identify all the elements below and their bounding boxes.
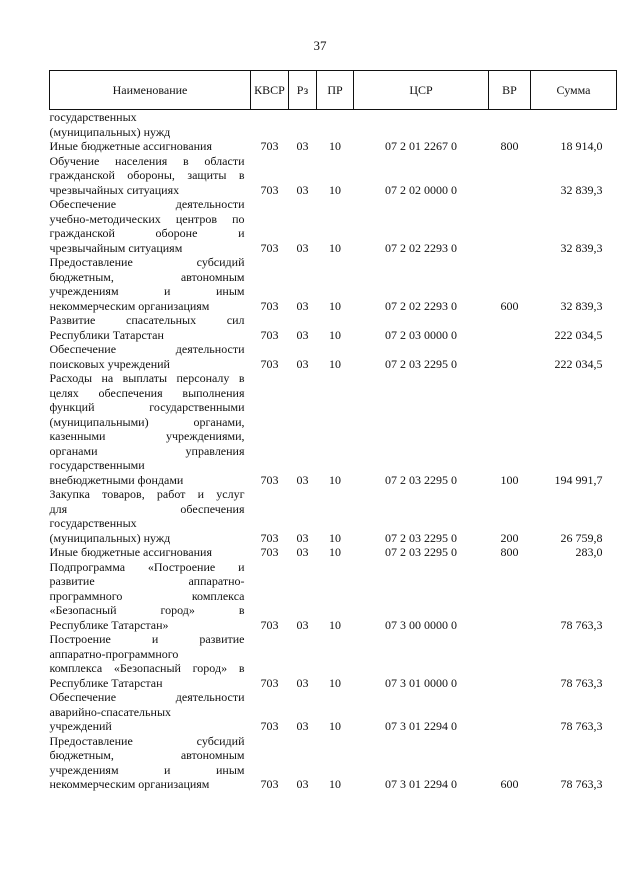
row-name-line: учебно-методических центров по bbox=[49, 211, 245, 226]
header-pr: ПР bbox=[317, 71, 354, 110]
row-rz: 03 bbox=[296, 617, 309, 632]
row-name-line: казенными учреждениями, bbox=[49, 429, 245, 443]
row-kvsr: 703 bbox=[260, 545, 279, 559]
row-vr bbox=[489, 560, 531, 633]
row-sum: 26 759,8 bbox=[560, 530, 603, 545]
row-name bbox=[50, 197, 251, 255]
row-vr bbox=[489, 154, 531, 198]
budget-table bbox=[49, 70, 617, 792]
row-name-line: Иные бюджетные ассигнования bbox=[49, 139, 212, 153]
row-kvsr: 703 bbox=[260, 327, 279, 342]
row-name-line: (муниципальных) нужд bbox=[49, 124, 171, 139]
row-sum bbox=[531, 110, 617, 140]
row-csr: 07 2 02 0000 0 bbox=[385, 182, 457, 197]
row-name-line: поисковых учреждений bbox=[49, 356, 170, 371]
row-name-line: органами управления bbox=[49, 443, 245, 458]
header-kvsr: КВСР bbox=[251, 71, 289, 110]
row-pr: 10 bbox=[329, 356, 341, 371]
row-name-line: некоммерческим организациям bbox=[49, 777, 210, 791]
row-kvsr: 703 bbox=[260, 139, 279, 153]
row-kvsr: 703 bbox=[260, 719, 279, 733]
row-pr: 10 bbox=[329, 530, 341, 545]
table-row bbox=[50, 110, 617, 140]
row-vr: 800 bbox=[500, 545, 519, 559]
row-csr: 07 2 03 2295 0 bbox=[385, 530, 457, 545]
header-sum: Сумма bbox=[531, 71, 617, 110]
row-name bbox=[50, 139, 251, 154]
row-kvsr: 703 bbox=[260, 675, 279, 690]
row-pr: 10 bbox=[329, 182, 341, 197]
table-row bbox=[50, 255, 617, 313]
row-rz: 03 bbox=[296, 675, 309, 690]
row-vr: 800 bbox=[500, 139, 519, 153]
header-rz: Рз bbox=[289, 71, 317, 110]
row-rz: 03 bbox=[296, 530, 309, 545]
table-row bbox=[50, 632, 617, 690]
table-row bbox=[50, 139, 617, 154]
row-csr: 07 2 03 2295 0 bbox=[385, 356, 457, 371]
row-rz: 03 bbox=[296, 472, 309, 487]
row-sum: 78 763,3 bbox=[560, 675, 603, 690]
row-pr: 10 bbox=[329, 617, 341, 632]
row-vr bbox=[489, 110, 531, 140]
row-kvsr: 703 bbox=[260, 617, 279, 632]
row-name-line: для обеспечения bbox=[49, 501, 245, 516]
row-pr: 10 bbox=[329, 545, 341, 559]
row-name-line: учреждений bbox=[49, 719, 112, 733]
row-sum: 18 914,0 bbox=[560, 139, 603, 153]
row-name-line: учреждениям и иным bbox=[49, 762, 245, 777]
row-sum: 283,0 bbox=[575, 545, 603, 559]
row-name-line: бюджетным, автономным bbox=[49, 269, 245, 284]
row-vr bbox=[489, 632, 531, 690]
row-vr: 600 bbox=[500, 777, 519, 791]
row-name-line: (муниципальных) нужд bbox=[49, 530, 171, 545]
row-name-line: аппаратно-программного bbox=[49, 646, 179, 661]
row-name bbox=[50, 154, 251, 198]
row-name-line: бюджетным, автономным bbox=[49, 748, 245, 762]
row-kvsr: 703 bbox=[260, 356, 279, 371]
table-row bbox=[50, 313, 617, 342]
row-name-line: «Безопасный город» в bbox=[49, 603, 245, 617]
row-name bbox=[50, 632, 251, 690]
row-kvsr: 703 bbox=[260, 240, 279, 255]
row-name-line: целях обеспечения выполнения bbox=[49, 385, 245, 400]
row-sum: 32 839,3 bbox=[560, 240, 603, 255]
row-sum: 194 991,7 bbox=[554, 472, 603, 487]
row-name-line: государственными bbox=[49, 458, 145, 472]
table-row bbox=[50, 560, 617, 633]
row-csr: 07 3 00 0000 0 bbox=[385, 617, 457, 632]
row-name bbox=[50, 342, 251, 371]
row-kvsr bbox=[251, 110, 289, 140]
row-kvsr: 703 bbox=[260, 182, 279, 197]
table-row bbox=[50, 545, 617, 560]
table-row bbox=[50, 690, 617, 734]
row-name-line: Обеспечение деятельности bbox=[49, 342, 245, 356]
row-pr: 10 bbox=[329, 472, 341, 487]
row-pr: 10 bbox=[329, 298, 341, 313]
row-name-line: Расходы на выплаты персоналу в bbox=[49, 371, 245, 385]
row-rz: 03 bbox=[296, 182, 309, 197]
row-name-line: государственных bbox=[49, 516, 137, 530]
row-name-line: Республики Татарстан bbox=[49, 327, 164, 342]
row-name-line: функций государственными bbox=[49, 400, 245, 414]
row-sum: 32 839,3 bbox=[560, 298, 603, 313]
row-name bbox=[50, 560, 251, 633]
row-pr: 10 bbox=[329, 777, 341, 791]
row-csr bbox=[354, 110, 489, 140]
row-rz: 03 bbox=[296, 545, 309, 559]
header-name: Наименование bbox=[50, 71, 251, 110]
row-rz: 03 bbox=[296, 777, 309, 791]
row-name-line: Республике Татарстан bbox=[49, 675, 163, 690]
row-sum: 78 763,3 bbox=[560, 777, 603, 791]
row-name-line: Подпрограмма «Построение и bbox=[49, 559, 245, 574]
row-name-line: государственных bbox=[49, 110, 137, 124]
row-name-line: некоммерческим организациям bbox=[49, 298, 210, 313]
row-kvsr: 703 bbox=[260, 298, 279, 313]
row-vr bbox=[489, 313, 531, 342]
row-csr: 07 2 02 2293 0 bbox=[385, 298, 457, 313]
row-name-line: Предоставление субсидий bbox=[49, 255, 245, 269]
row-csr: 07 2 03 0000 0 bbox=[385, 327, 457, 342]
table-row bbox=[50, 487, 617, 545]
row-vr: 600 bbox=[500, 298, 519, 313]
row-rz bbox=[289, 110, 317, 140]
table-header-row bbox=[50, 71, 617, 110]
row-name-line: (муниципальными) органами, bbox=[49, 414, 245, 429]
row-vr bbox=[489, 197, 531, 255]
row-sum: 222 034,5 bbox=[554, 356, 603, 371]
row-name bbox=[50, 734, 251, 792]
row-csr: 07 2 03 2295 0 bbox=[385, 472, 457, 487]
row-rz: 03 bbox=[296, 139, 309, 153]
row-pr: 10 bbox=[329, 675, 341, 690]
row-rz: 03 bbox=[296, 327, 309, 342]
row-name-line: Построение и развитие bbox=[49, 632, 245, 646]
row-name-line: Иные бюджетные ассигнования bbox=[49, 545, 212, 559]
row-kvsr: 703 bbox=[260, 777, 279, 791]
row-vr: 100 bbox=[500, 472, 519, 487]
row-name-line: Обеспечение деятельности bbox=[49, 690, 245, 704]
page-number: 37 bbox=[313, 38, 327, 53]
row-name-line: развитие аппаратно- bbox=[49, 574, 245, 588]
row-name bbox=[50, 255, 251, 313]
table-row bbox=[50, 197, 617, 255]
row-name-line: аварийно-спасательных bbox=[49, 704, 171, 719]
row-name-line: чрезвычайным ситуациям bbox=[49, 240, 183, 255]
row-name-line: чрезвычайных ситуациях bbox=[49, 182, 180, 197]
row-name bbox=[50, 545, 251, 560]
row-csr: 07 2 01 2267 0 bbox=[385, 139, 457, 153]
row-name-line: Предоставление субсидий bbox=[49, 733, 245, 748]
row-name bbox=[50, 110, 251, 140]
row-name-line: Развитие спасательных сил bbox=[49, 313, 245, 327]
row-vr bbox=[489, 342, 531, 371]
row-csr: 07 3 01 2294 0 bbox=[385, 719, 457, 733]
row-rz: 03 bbox=[296, 356, 309, 371]
row-rz: 03 bbox=[296, 719, 309, 733]
row-vr: 200 bbox=[500, 530, 519, 545]
row-sum: 32 839,3 bbox=[560, 182, 603, 197]
row-csr: 07 2 03 2295 0 bbox=[385, 545, 457, 559]
row-name-line: Обеспечение деятельности bbox=[49, 197, 245, 211]
row-kvsr: 703 bbox=[260, 530, 279, 545]
row-name-line: внебюджетными фондами bbox=[49, 472, 184, 487]
row-name bbox=[50, 690, 251, 734]
row-sum: 78 763,3 bbox=[560, 719, 603, 733]
row-pr: 10 bbox=[329, 719, 341, 733]
table-row bbox=[50, 154, 617, 198]
row-sum: 222 034,5 bbox=[554, 327, 603, 342]
row-csr: 07 2 02 2293 0 bbox=[385, 240, 457, 255]
row-name-line: гражданской обороне и bbox=[49, 226, 245, 240]
row-name-line: гражданской обороны, защиты в bbox=[49, 168, 245, 182]
row-pr bbox=[317, 110, 354, 140]
row-vr bbox=[489, 690, 531, 734]
table-row bbox=[50, 342, 617, 371]
table-body bbox=[50, 110, 617, 792]
row-csr: 07 3 01 2294 0 bbox=[385, 777, 457, 791]
table-row bbox=[50, 734, 617, 792]
header-csr: ЦСР bbox=[354, 71, 489, 110]
row-name-line: программного комплекса bbox=[49, 588, 245, 603]
table-row bbox=[50, 371, 617, 487]
row-pr: 10 bbox=[329, 240, 341, 255]
row-name-line: Закупка товаров, работ и услуг bbox=[49, 487, 245, 501]
row-name-line: Обучение населения в области bbox=[49, 153, 245, 168]
row-pr: 10 bbox=[329, 327, 341, 342]
row-sum: 78 763,3 bbox=[560, 617, 603, 632]
header-vr: ВР bbox=[489, 71, 531, 110]
row-rz: 03 bbox=[296, 240, 309, 255]
row-name-line: учреждениям и иным bbox=[49, 284, 245, 298]
row-name bbox=[50, 371, 251, 487]
row-pr: 10 bbox=[329, 139, 341, 153]
row-csr: 07 3 01 0000 0 bbox=[385, 675, 457, 690]
row-name-line: Республике Татарстан» bbox=[49, 617, 169, 632]
row-kvsr: 703 bbox=[260, 472, 279, 487]
row-name bbox=[50, 313, 251, 342]
row-name bbox=[50, 487, 251, 545]
row-rz: 03 bbox=[296, 298, 309, 313]
row-name-line: комплекса «Безопасный город» в bbox=[49, 661, 245, 675]
